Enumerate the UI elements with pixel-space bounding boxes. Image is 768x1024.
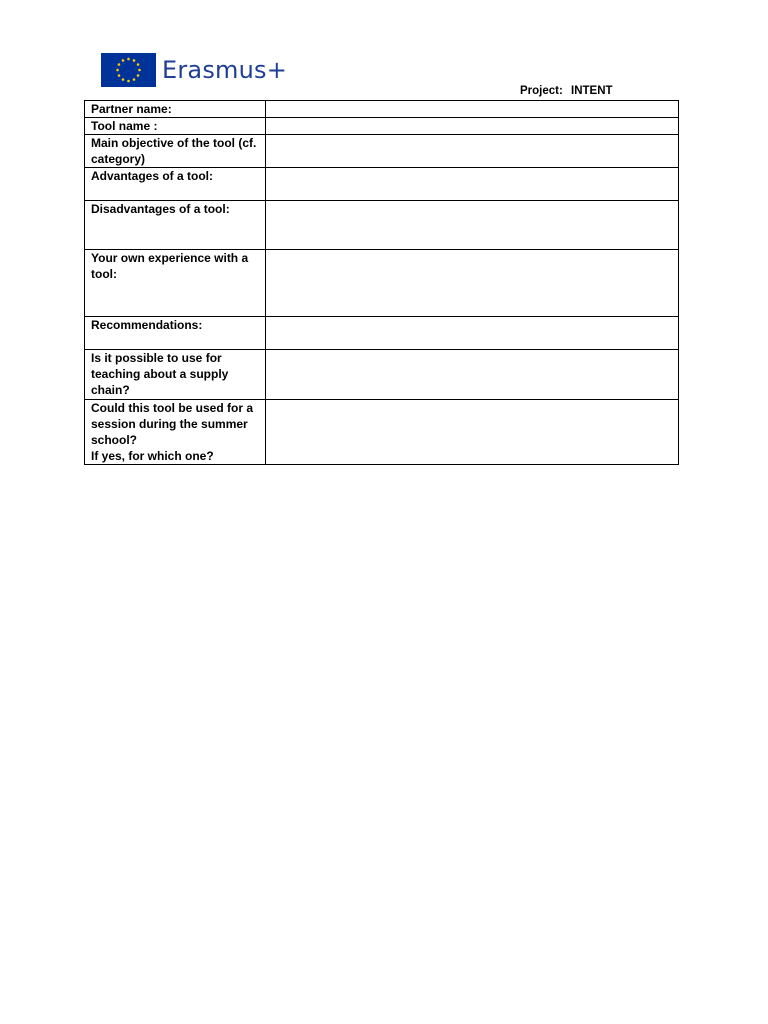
form-row: [85, 118, 679, 135]
flag-star-icon: [118, 74, 121, 77]
form-row: [85, 250, 679, 317]
recommendations-field[interactable]: [266, 317, 679, 350]
own-experience-field[interactable]: [266, 250, 679, 317]
flag-star-icon: [118, 63, 121, 66]
form-row: [85, 168, 679, 201]
flag-star-icon: [122, 78, 125, 81]
flag-star-icon: [127, 58, 130, 61]
own-experience-label: Your own experience with a tool:: [85, 250, 266, 317]
logo-wordmark: Erasmus+: [162, 56, 288, 84]
flag-star-icon: [127, 80, 130, 83]
project-label: Project:: [520, 85, 563, 97]
flag-star-icon: [122, 59, 125, 62]
partner-name-label: Partner name:: [85, 101, 266, 118]
tool-evaluation-form: [84, 100, 679, 465]
disadvantages-field[interactable]: [266, 201, 679, 250]
erasmus-plus-logo: [101, 53, 287, 87]
flag-star-icon: [133, 78, 136, 81]
form-row: [85, 135, 679, 168]
recommendations-label: Recommendations:: [85, 317, 266, 350]
summer-school-field[interactable]: [266, 400, 679, 465]
main-objective-field[interactable]: [266, 135, 679, 168]
flag-star-icon: [133, 59, 136, 62]
flag-star-icon: [137, 74, 140, 77]
disadvantages-label: Disadvantages of a tool:: [85, 201, 266, 250]
form-row: [85, 400, 679, 465]
form-row: [85, 317, 679, 350]
flag-star-icon: [137, 63, 140, 66]
summer-school-label: Could this tool be used for a session during the summer school? If yes, for which one?: [85, 400, 266, 465]
supply-chain-teaching-field[interactable]: [266, 350, 679, 400]
form-row: [85, 201, 679, 250]
flag-star-icon: [138, 69, 141, 72]
tool-name-field[interactable]: [266, 118, 679, 135]
partner-name-field[interactable]: [266, 101, 679, 118]
form-row: [85, 350, 679, 400]
supply-chain-teaching-label: Is it possible to use for teaching about a supply chain?: [85, 350, 266, 400]
eu-flag-icon: [101, 53, 156, 87]
advantages-field[interactable]: [266, 168, 679, 201]
advantages-label: Advantages of a tool:: [85, 168, 266, 201]
main-objective-label: Main objective of the tool (cf. category): [85, 135, 266, 168]
project-value: INTENT: [571, 85, 613, 97]
form-row: [85, 101, 679, 118]
flag-star-icon: [116, 69, 119, 72]
project-line: [520, 85, 613, 97]
tool-name-label: Tool name :: [85, 118, 266, 135]
